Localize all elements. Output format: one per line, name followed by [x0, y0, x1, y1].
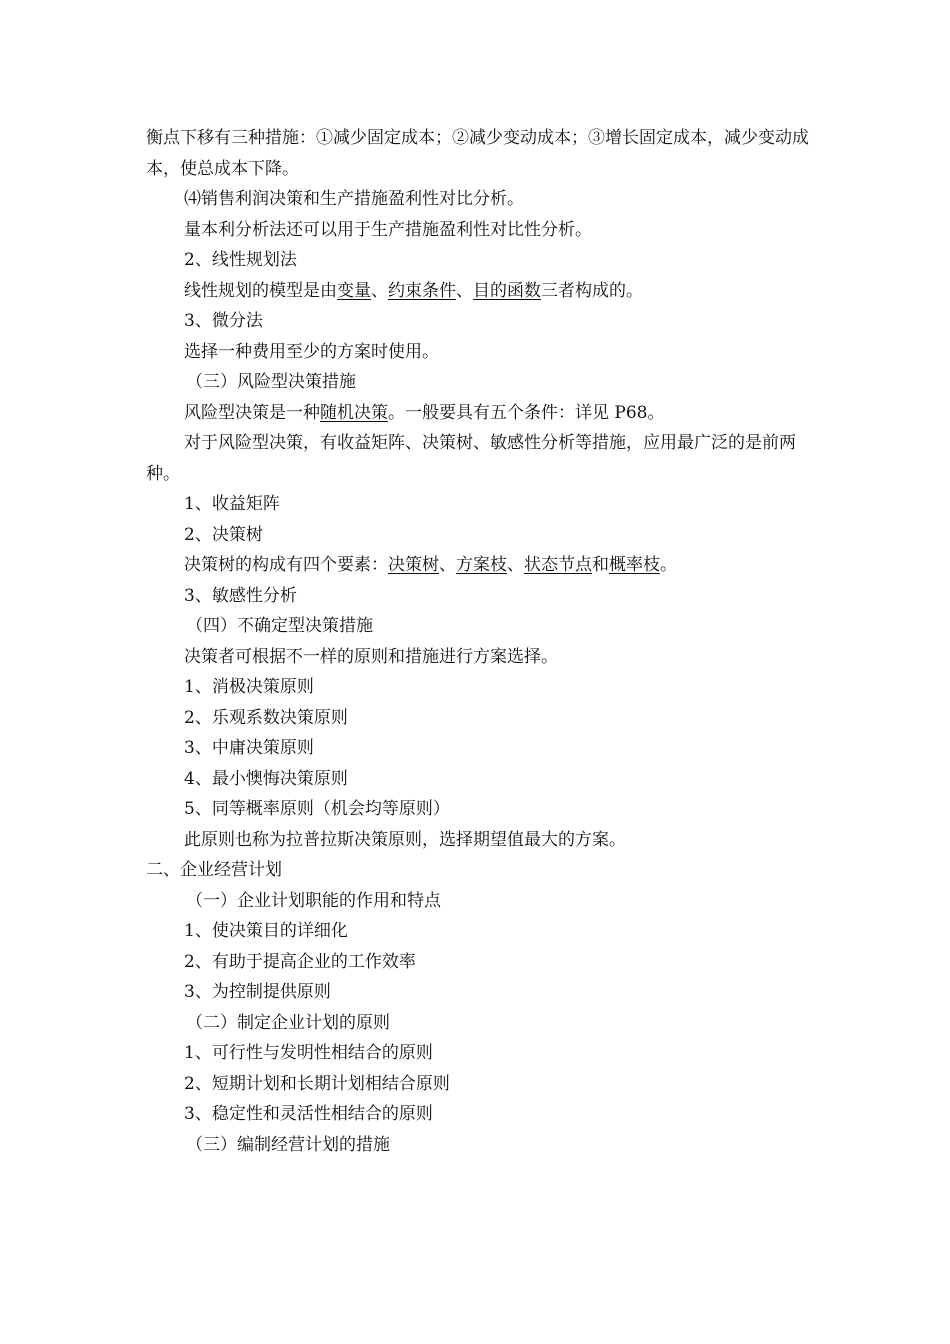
document-body [146, 123, 811, 1160]
text-segment: 、 [456, 280, 473, 301]
paragraph-cvp-analysis: 量本利分析法还可以用于生产措施盈利性对比性分析。 [184, 219, 592, 240]
underlined-term: 随机决策 [320, 402, 388, 423]
list-item-payoff-matrix: 1、收益矩阵 [184, 494, 280, 514]
text-segment: 、 [439, 555, 456, 575]
list-item-pessimistic: 1、消极决策原则 [184, 677, 314, 697]
paragraph-laplace: 此原则也称为拉普拉斯决策原则，选择期望值最大的方案。 [184, 829, 626, 850]
text-segment: 风险型决策是一种 [184, 402, 320, 423]
list-item-optimism-coefficient: 2、乐观系数决策原则 [184, 707, 348, 728]
text-segment: 线性规划的模型是由 [184, 280, 337, 301]
text-segment: 、 [371, 280, 388, 301]
heading-sales-profit-decision: ⑷销售利润决策和生产措施盈利性对比分析。 [184, 189, 524, 209]
list-item-principle-3: 3、稳定性和灵活性相结合的原则 [184, 1104, 433, 1124]
text-segment: 三者构成的。 [541, 280, 643, 301]
paragraph-lp-model [146, 276, 811, 307]
underlined-term: 约束条件 [388, 280, 456, 301]
list-item-plan-3: 3、为控制提供原则 [184, 982, 331, 1002]
underlined-term: 概率枝 [609, 555, 660, 575]
list-item-min-regret: 4、最小懊悔决策原则 [184, 768, 348, 789]
paragraph-risk-decision [146, 398, 811, 429]
list-item-equal-probability: 5、同等概率原则（机会均等原则） [184, 799, 450, 819]
list-item-plan-1: 1、使决策目的详细化 [184, 921, 348, 941]
underlined-term: 状态节点 [524, 555, 592, 575]
list-item-principle-2: 2、短期计划和长期计划相结合原则 [184, 1073, 450, 1094]
list-item-decision-tree: 2、决策树 [184, 524, 263, 545]
paragraph-decision-tree-elements [146, 550, 811, 581]
heading-linear-programming: 2、线性规划法 [184, 250, 297, 270]
paragraph-uncertain-decision: 决策者可根据不一样的原则和措施进行方案选择。 [184, 646, 558, 667]
list-item-plan-2: 2、有助于提高企业的工作效率 [184, 951, 416, 972]
text-segment: 和 [592, 555, 609, 575]
paragraph-break-even-measures: 衡点下移有三种措施：①减少固定成本；②减少变动成本；③增长固定成本，减少变动成本，使总成本下降。 [146, 128, 809, 179]
heading-plan-methods: （三）编制经营计划的措施 [186, 1134, 390, 1155]
heading-plan-function: （一）企业计划职能的作用和特点 [186, 890, 441, 911]
paragraph-risk-methods: 对于风险型决策，有收益矩阵、决策树、敏感性分析等措施，应用最广泛的是前两种。 [146, 433, 796, 484]
text-segment: 、 [507, 555, 524, 575]
underlined-term: 方案枝 [456, 555, 507, 575]
text-segment: 决策树的构成有四个要素： [184, 555, 388, 575]
heading-uncertain-decision: （四）不确定型决策措施 [186, 616, 373, 636]
text-segment: 。一般要具有五个条件：详见 P68。 [388, 402, 665, 423]
list-item-moderate: 3、中庸决策原则 [184, 738, 314, 758]
list-item-principle-1: 1、可行性与发明性相结合的原则 [184, 1043, 433, 1063]
heading-differential-method: 3、微分法 [184, 311, 263, 331]
underlined-term: 决策树 [388, 555, 439, 575]
underlined-term: 目的函数 [473, 280, 541, 301]
list-item-sensitivity: 3、敏感性分析 [184, 585, 297, 606]
heading-plan-principles: （二）制定企业计划的原则 [186, 1012, 390, 1033]
heading-risk-decision: （三）风险型决策措施 [186, 372, 356, 392]
text-segment: 。 [660, 555, 677, 575]
underlined-term: 变量 [337, 280, 371, 301]
heading-business-plan: 二、企业经营计划 [146, 860, 282, 880]
paragraph-min-cost: 选择一种费用至少的方案时使用。 [184, 341, 439, 362]
